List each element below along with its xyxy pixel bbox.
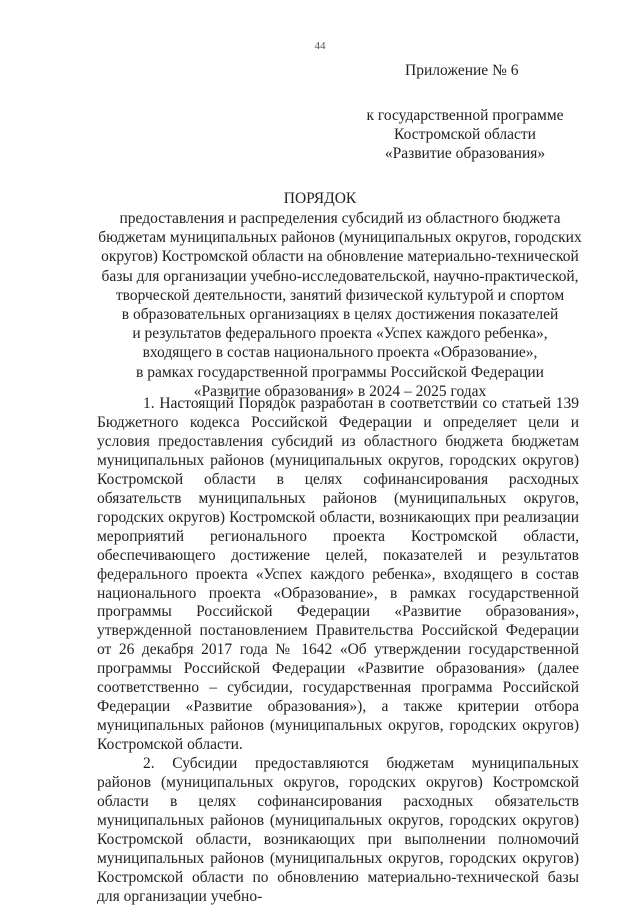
approval-line: «Развитие образования» xyxy=(384,145,546,162)
approval-block xyxy=(330,106,600,163)
subtitle-line: в образовательных организациях в целях достижения показателей xyxy=(121,306,559,324)
subtitle-line: входящего в состав национального проекта «Образование», xyxy=(142,344,538,362)
document-title: ПОРЯДОК xyxy=(283,190,357,207)
paragraph-2: 2. Субсидии предоставляются бюджетам муниципальных районов (муниципальных округов, городских округов) Костромской области в целях софинансирования расходных обязательств муниципальных районов (муниципальных округов, городских округов) Костромской области, возникающих при выполнении полномочий муниципальных районов (муниципальных округов, городских округов) Костромской области по обновлению материально-технической базы для организации учебно- xyxy=(97,755,579,905)
approval-line: к государственной программе xyxy=(366,107,564,124)
document-body xyxy=(97,395,579,907)
appendix-label: Приложение № 6 xyxy=(405,62,519,79)
page-number: 44 xyxy=(314,40,326,52)
subtitle-line: базы для организации учебно-исследовательской, научно-практической, xyxy=(101,267,579,285)
subtitle-line: бюджетам муниципальных районов (муниципальных округов, городских xyxy=(98,229,582,247)
subtitle-line: в рамках государственной программы Российской Федерации xyxy=(136,363,544,381)
subtitle-line: округов) Костромской области на обновление материально-технической xyxy=(101,248,579,266)
subtitle-line: творческой деятельности, занятий физической культурой и спортом xyxy=(115,286,565,304)
subtitle-line: и результатов федерального проекта «Успех каждого ребенка», xyxy=(132,325,548,343)
paragraph-1: 1. Настоящий Порядок разработан в соответствии со статьей 139 Бюджетного кодекса Российской Федерации и определяет цели и условия предоставления субсидий из областного бюджета бюджетам муниципальных районов (муниципальных округов, городских округов) Костромской области в целях софинансирования расходных обязательств муниципальных районов (муниципальных округов, городских округов) Костромской области, возникающих при реализации мероприятий регионального проекта Костромской области, обеспечивающего достижение целей, показателей и результатов федерального проекта «Успех каждого ребенка», входящего в состав национального проекта «Образование», в рамках государственной программы Российской Федерации «Развитие образования», утвержденной постановлением Правительства Российской Федерации от 26 декабря 2017 года № 1642 «Об утверждении государственной программы Российской Федерации «Развитие образования» (далее соответственно – субсидии, государственная программа Российской Федерации «Развитие образования»), а также критерии отбора муниципальных районов (муниципальных округов, городских округов) Костромской области. xyxy=(97,395,579,754)
subtitle-line: предоставления и распределения субсидий из областного бюджета xyxy=(119,210,561,227)
document-subtitle xyxy=(90,209,590,401)
subtitle-line: «Развитие образования» в 2024 – 2025 годах xyxy=(193,382,487,400)
approval-line: Костромской области xyxy=(394,126,536,143)
